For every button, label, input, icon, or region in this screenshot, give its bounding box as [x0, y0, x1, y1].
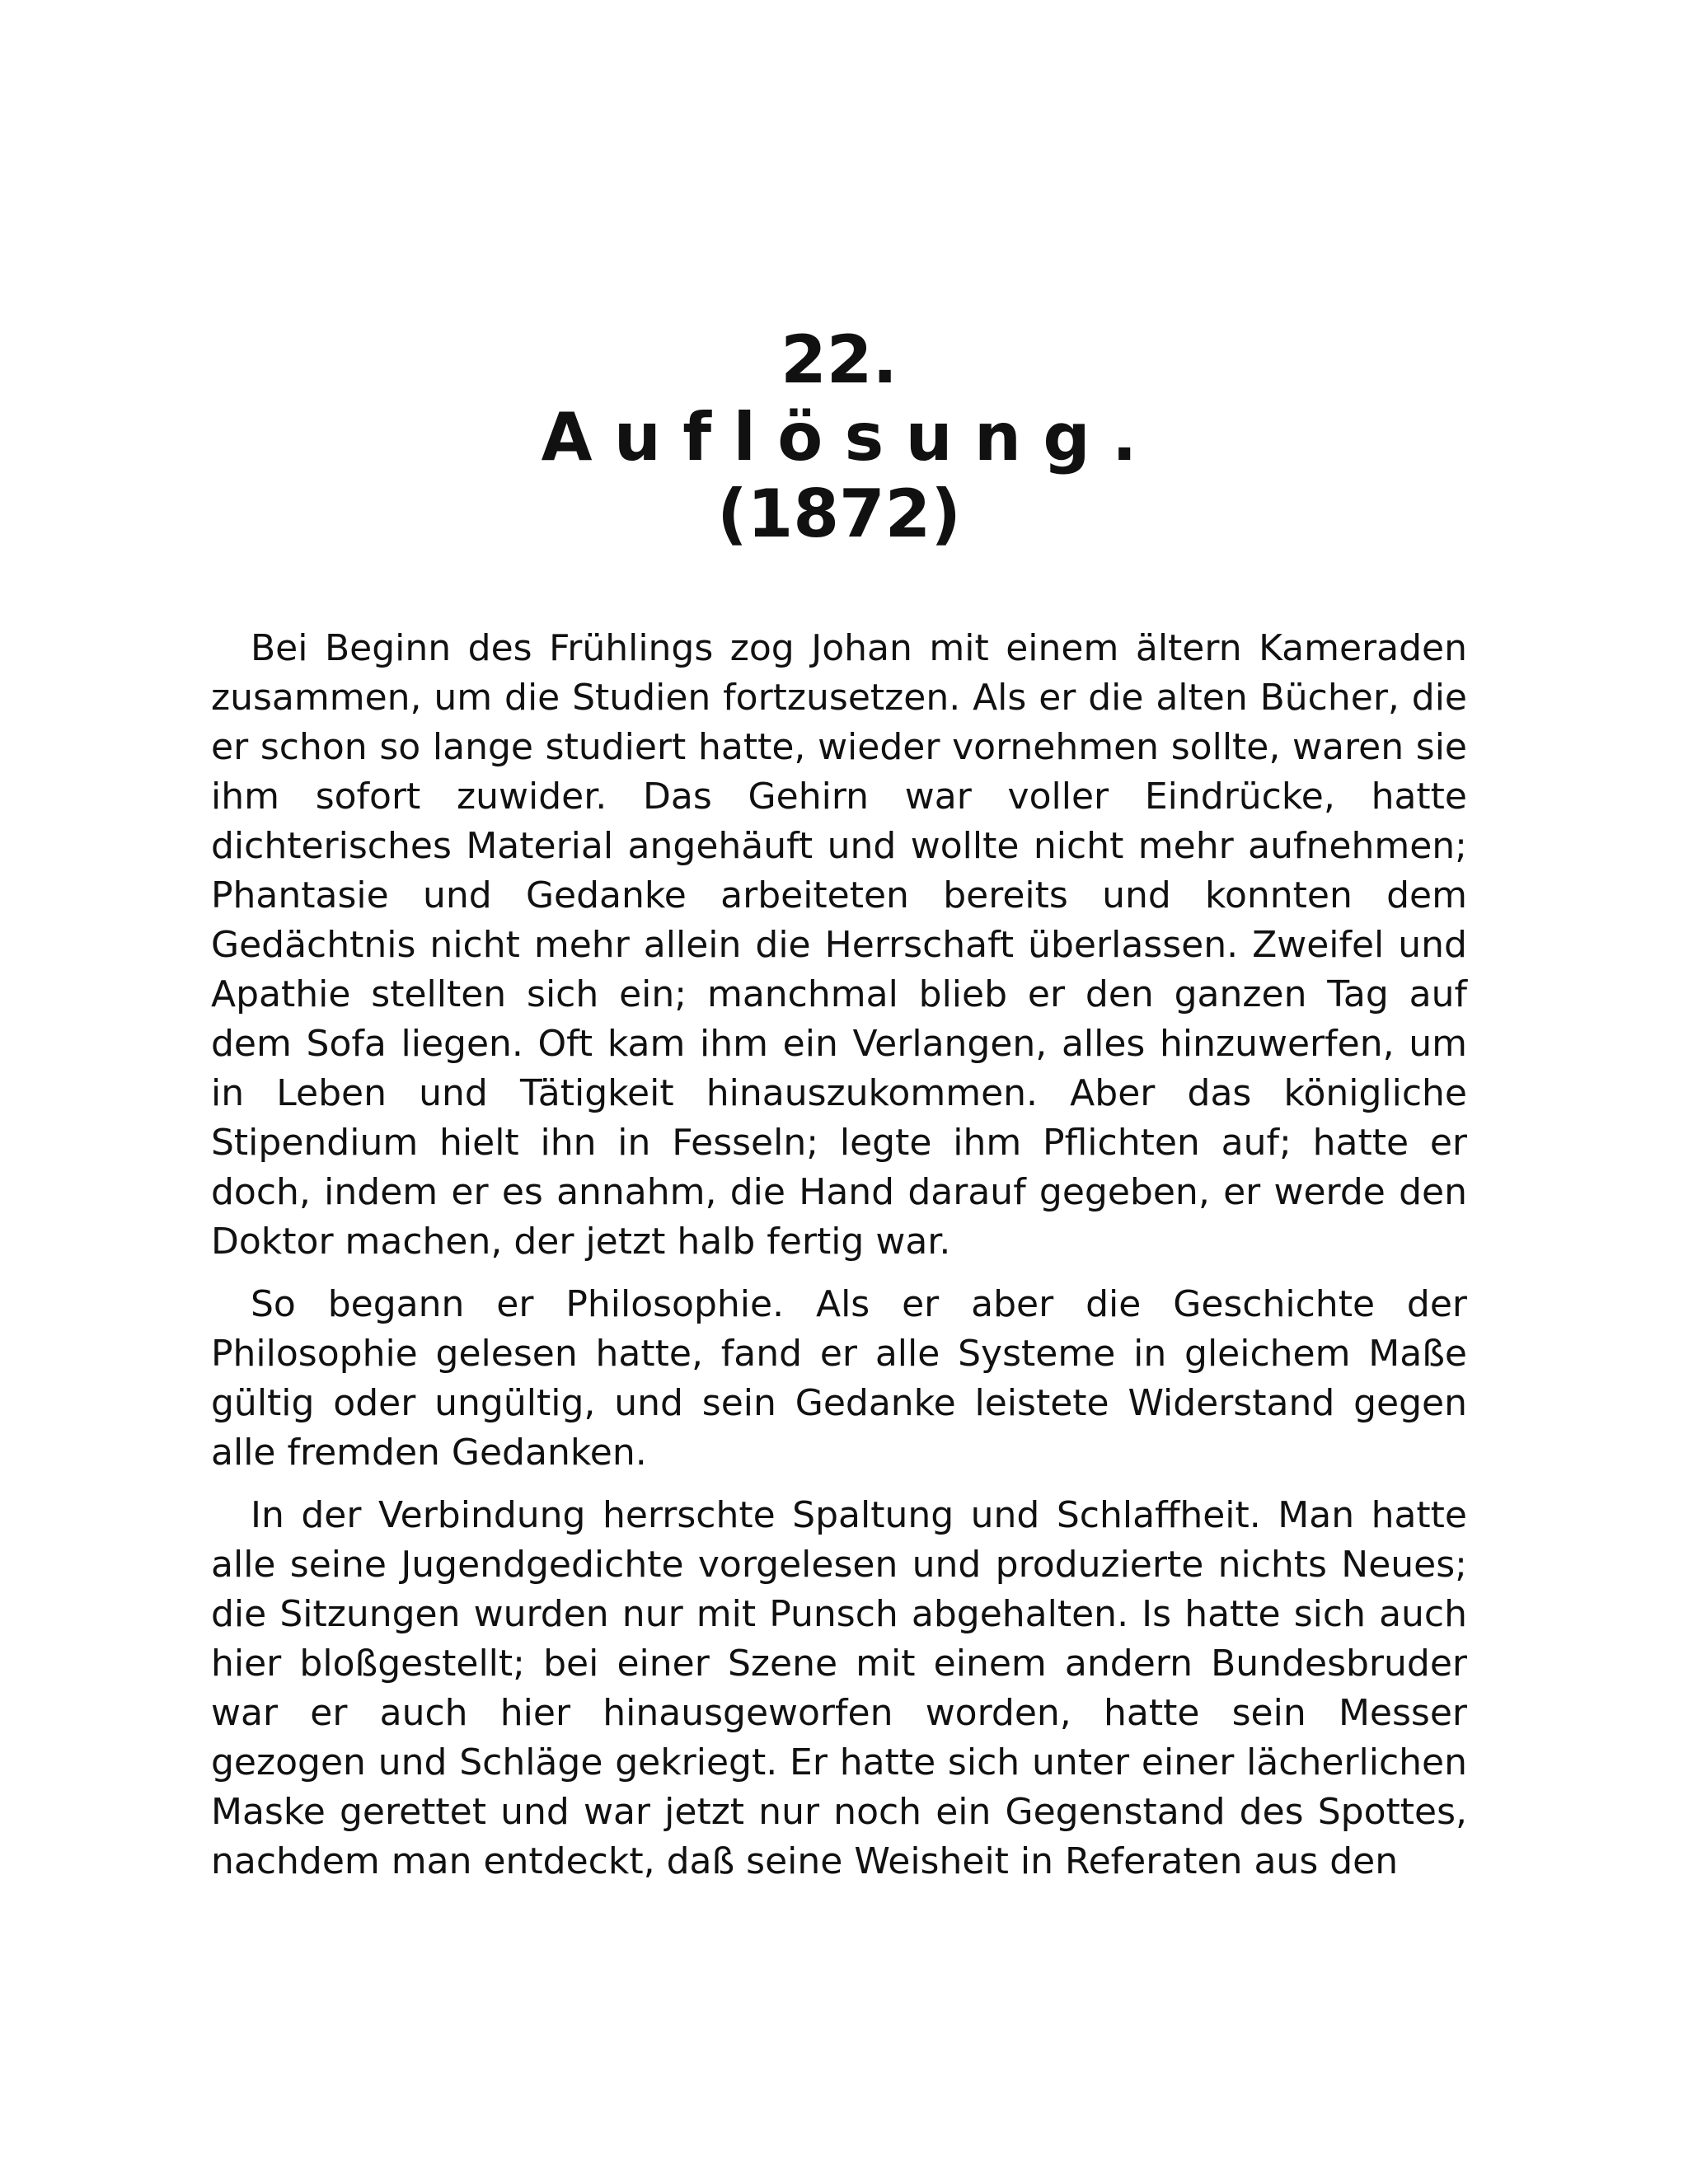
chapter-heading — [211, 321, 1467, 553]
paragraph-2: So begann er Philosophie. Als er aber die Geschichte der Philosophie gelesen hatte, fand er alle Systeme in gleichem Maße gültig oder ungültig, und sein Gedanke leistete Widerstand gegen alle fremden Gedanken. — [211, 1282, 1467, 1474]
chapter-number: 22. — [781, 321, 898, 398]
chapter-year: (1872) — [717, 476, 961, 553]
book-page — [211, 321, 1467, 1900]
chapter-title: Auflösung. — [541, 398, 1159, 476]
paragraph-1: Bei Beginn des Frühlings zog Johan mit einem ältern Kameraden zusammen, um die Studien fortzusetzen. Als er die alten Bücher, die er schon so lange studiert hatte, wieder vornehmen sollte, waren sie ihm sofort zuwider. Das Gehirn war voller Eindrücke, hatte dichterisches Material angehäuft und wollte nicht mehr aufnehmen; Phantasie und Gedanke arbeiteten bereits und konnten dem Gedächtnis nicht mehr allein die Herrschaft überlassen. Zweifel und Apathie stellten sich ein; manchmal blieb er den ganzen Tag auf dem Sofa liegen. Oft kam ihm ein Verlangen, alles hinzuwerfen, um in Leben und Tätigkeit hinauszukommen. Aber das königliche Stipendium hielt ihn in Fesseln; legte ihm Pflichten auf; hatte er doch, indem er es annahm, die Hand darauf gegeben, er werde den Doktor machen, der jetzt halb fertig war. — [211, 626, 1467, 1263]
paragraph-3: In der Verbindung herrschte Spaltung und Schlaffheit. Man hatte alle seine Jugendgedichte vorgelesen und produzierte nichts Neues; die Sitzungen wurden nur mit Punsch abgehalten. Is hatte sich auch hier bloßgestellt; bei einer Szene mit einem andern Bundesbruder war er auch hier hinausgeworfen worden, hatte sein Messer gezogen und Schläge gekriegt. Er hatte sich unter einer lächerlichen Maske gerettet und war jetzt nur noch ein Gegenstand des Spottes, nachdem man entdeckt, daß seine Weisheit in Referaten aus den — [211, 1493, 1467, 1882]
